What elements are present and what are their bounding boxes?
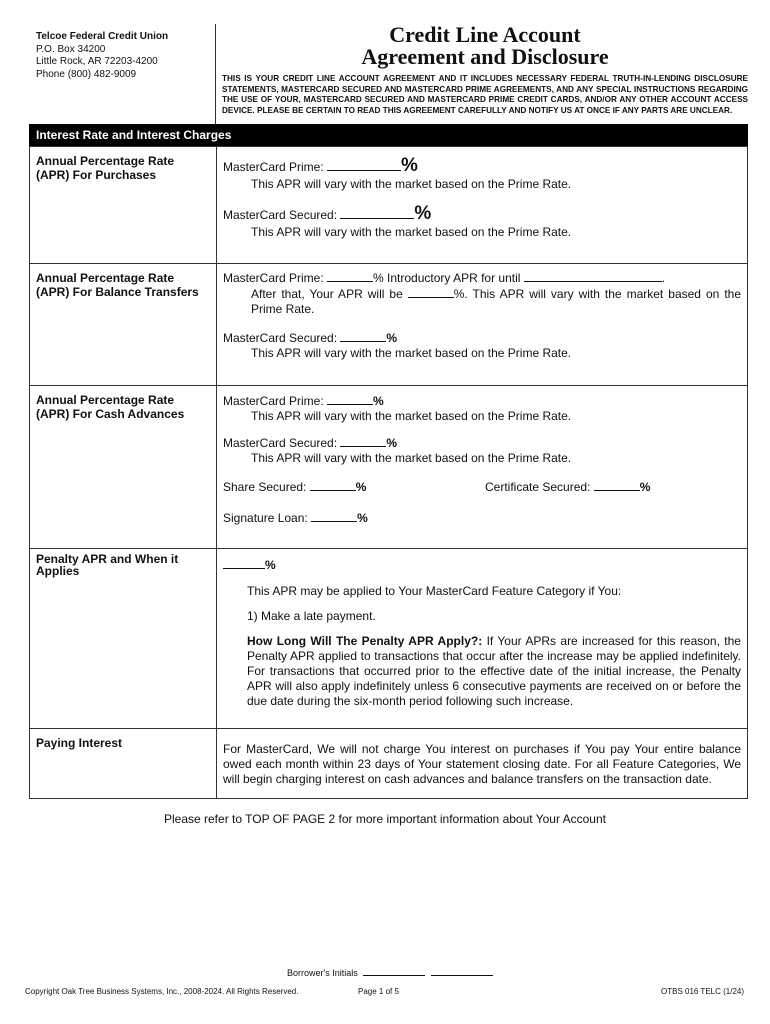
ca-secured-rate-field[interactable] bbox=[340, 435, 386, 447]
ca-prime-label: MasterCard Prime: bbox=[223, 394, 324, 408]
section-header: Interest Rate and Interest Charges bbox=[29, 124, 748, 146]
agreement-notice: THIS IS YOUR CREDIT LINE ACCOUNT AGREEMENT AND IT INCLUDES NECESSARY FEDERAL TRUTH-IN-LENDING DISCLOSURE STATEMENTS, MASTERCARD SECURED AND MASTERCARD PRIME AGREEMENTS, AND ANY SPECIAL INSTRUCTIONS REGARDING THE USE OF YOUR, MASTERCARD SECURED AND MASTERCARD PRIME CREDIT CARDS, AND/OR ANY OTHER ACCOUNT ACCESS DEVICE. PLEASE BE CERTAIN TO READ THIS AGREEMENT CAREFULLY AND NOTIFY US AT ONCE IF ANY PARTS ARE UNCLEAR. bbox=[222, 74, 748, 115]
refer-note: Please refer to TOP OF PAGE 2 for more important information about Your Account bbox=[163, 812, 606, 826]
title-block bbox=[222, 24, 748, 116]
org-phone: Phone (800) 482-9009 bbox=[36, 68, 137, 80]
ca-share-pct: % bbox=[355, 480, 367, 494]
balance-transfers-label: Annual Percentage Rate (APR) For Balance Transfers bbox=[30, 264, 217, 386]
document-title-line1: Credit Line Account bbox=[389, 22, 581, 47]
penalty-rate-field[interactable] bbox=[223, 557, 265, 569]
penalty-how-long-text: If Your APRs are increased for this reason, the Penalty APR applied to transactions that occur after the increase may be applied indefinitely. For transactions that occurred prior to the effective date of the initial increase, the Penalty APR will also apply indefinitely unless 6 consecutive payments are received on or before the due date during the six-month period following such increase. bbox=[247, 634, 741, 708]
initials-field-2[interactable] bbox=[431, 967, 493, 976]
penalty-item-late-payment: 1) Make a late payment. bbox=[247, 609, 376, 623]
purchases-secured-pct: % bbox=[414, 203, 432, 224]
ca-prime-rate-field[interactable] bbox=[327, 393, 373, 405]
purchases-secured-rate-field[interactable] bbox=[340, 205, 414, 219]
ca-signature-label: Signature Loan: bbox=[223, 511, 308, 525]
purchases-label: Annual Percentage Rate (APR) For Purchases bbox=[30, 147, 217, 264]
penalty-applies-text: This APR may be applied to Your MasterCard Feature Category if You: bbox=[247, 584, 622, 598]
row-balance-transfers: Annual Percentage Rate (APR) For Balance Transfers MasterCard Prime: % Introductory APR for until . After that, Your APR will be %. This APR will vary with the market based on the Prime Rate. MasterCard Secured: % This APR will vary with the market based on the Prime Rate. bbox=[30, 264, 748, 386]
ca-secured-pct: % bbox=[386, 436, 398, 450]
org-name: Telcoe Federal Credit Union bbox=[36, 31, 169, 42]
bt-prime-label: MasterCard Prime: bbox=[223, 271, 324, 285]
header-divider bbox=[215, 24, 216, 124]
bt-after-text2: %. This APR will vary with the market based on the Prime Rate. bbox=[251, 287, 741, 316]
bt-secured-label: MasterCard Secured: bbox=[223, 331, 338, 345]
purchases-secured-label: MasterCard Secured: bbox=[223, 208, 338, 222]
row-purchases bbox=[30, 147, 748, 264]
bt-after-text: After that, Your APR will be bbox=[251, 287, 403, 301]
ca-signature-pct: % bbox=[357, 511, 368, 525]
paying-interest-text: For MasterCard, We will not charge You interest on purchases if You pay Your entire balance owed each month within 23 days of Your statement closing date. For all Feature Categories, We will begin charging interest on cash advances and balance transfers on the transaction date. bbox=[223, 742, 741, 786]
bt-intro-end-date-field[interactable] bbox=[524, 270, 662, 282]
purchases-secured-vary: This APR will vary with the market based on the Prime Rate. bbox=[251, 225, 572, 239]
row-penalty bbox=[30, 549, 748, 729]
bt-secured-pct: % bbox=[386, 331, 398, 345]
penalty-label: Penalty APR and When it Applies bbox=[30, 549, 217, 729]
borrower-initials bbox=[287, 967, 493, 978]
purchases-prime-vary: This APR will vary with the market based on the Prime Rate. bbox=[251, 177, 572, 191]
purchases-prime-rate-field[interactable] bbox=[327, 157, 401, 171]
bt-secured-rate-field[interactable] bbox=[340, 330, 386, 342]
ca-prime-vary: This APR will vary with the market based on the Prime Rate. bbox=[251, 409, 572, 423]
organization-block bbox=[36, 31, 168, 81]
row-paying-interest bbox=[30, 729, 748, 799]
org-address-line2: Little Rock, AR 72203-4200 bbox=[36, 56, 158, 67]
bt-secured-vary: This APR will vary with the market based on the Prime Rate. bbox=[251, 346, 572, 360]
purchases-prime-label: MasterCard Prime: bbox=[223, 160, 324, 174]
ca-certificate-rate-field[interactable] bbox=[594, 479, 640, 491]
terms-table bbox=[29, 146, 748, 799]
footer-copyright: Copyright Oak Tree Business Systems, Inc., 2008-2024. All Rights Reserved. bbox=[25, 987, 299, 996]
footer-page-number: Page 1 of 5 bbox=[358, 987, 399, 996]
paying-interest-label: Paying Interest bbox=[30, 729, 217, 799]
ca-share-rate-field[interactable] bbox=[310, 479, 356, 491]
document-title-line2: Agreement and Disclosure bbox=[361, 44, 609, 69]
ca-share-label: Share Secured: bbox=[223, 480, 307, 494]
penalty-pct: % bbox=[265, 558, 276, 572]
bt-after-rate-field[interactable] bbox=[408, 286, 454, 298]
ca-certificate-pct: % bbox=[639, 480, 651, 494]
initials-field-1[interactable] bbox=[363, 967, 425, 976]
penalty-how-long-label: How Long Will The Penalty APR Apply?: bbox=[247, 634, 483, 648]
ca-certificate-label: Certificate Secured: bbox=[485, 480, 591, 494]
purchases-prime-pct: % bbox=[401, 155, 418, 176]
org-address-line1: P.O. Box 34200 bbox=[36, 43, 106, 55]
cash-advances-label: Annual Percentage Rate (APR) For Cash Advances bbox=[30, 386, 217, 549]
ca-signature-rate-field[interactable] bbox=[311, 510, 357, 522]
ca-prime-pct: % bbox=[373, 394, 384, 408]
ca-secured-label: MasterCard Secured: bbox=[223, 436, 338, 450]
footer-form-id: OTBS 016 TELC (1/24) bbox=[661, 987, 744, 996]
bt-intro-text: % Introductory APR for until bbox=[373, 271, 521, 285]
row-cash-advances bbox=[30, 386, 748, 549]
bt-prime-rate-field[interactable] bbox=[327, 270, 373, 282]
ca-secured-vary: This APR will vary with the market based on the Prime Rate. bbox=[251, 451, 572, 465]
initials-label: Borrower's Initials bbox=[287, 968, 358, 978]
